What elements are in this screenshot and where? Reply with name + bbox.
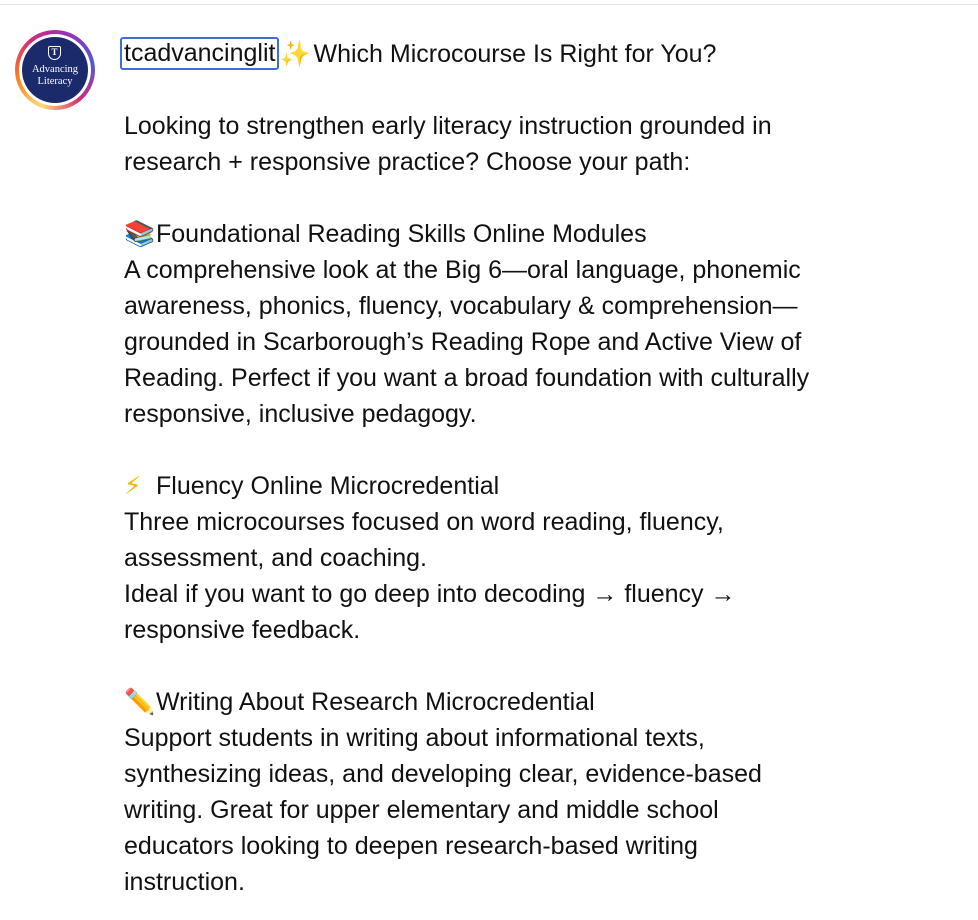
spacer — [124, 180, 964, 216]
section-body-line: writing. Great for upper elementary and middle school — [124, 796, 719, 824]
logo-line-2: Literacy — [37, 76, 73, 87]
section-body-line: Three microcourses focused on word reading, fluency, — [124, 508, 724, 536]
section-body-line: responsive feedback. — [124, 616, 361, 644]
section-heading-text: Writing About Research Microcredential — [156, 688, 595, 716]
section-heading-fluency — [124, 468, 964, 504]
spacer — [124, 72, 964, 108]
spacer — [124, 432, 964, 468]
section-body-line: Ideal if you want to go deep into decoding → fluency → — [124, 580, 736, 608]
section-body-line: assessment, and coaching. — [124, 544, 427, 572]
section-body-line: awareness, phonics, fluency, vocabulary & comprehension— — [124, 292, 798, 320]
username-link[interactable]: tcadvancinglit — [120, 37, 279, 70]
sparkle-icon: ✨ — [279, 39, 311, 68]
caption-title-line — [124, 36, 964, 72]
top-divider — [0, 4, 978, 5]
spacer — [124, 648, 964, 684]
section-body-line: Support students in writing about informational texts, — [124, 724, 705, 752]
section-body-line: grounded in Scarborough’s Reading Rope and Active View of — [124, 328, 802, 356]
section-heading-writing — [124, 684, 964, 720]
crest-icon: T — [48, 46, 61, 60]
intro-line: research + responsive practice? Choose your path: — [124, 148, 691, 176]
section-body-line: responsive, inclusive pedagogy. — [124, 400, 477, 428]
section-body-line: A comprehensive look at the Big 6—oral language, phonemic — [124, 256, 801, 284]
section-heading-text: Foundational Reading Skills Online Modules — [156, 220, 647, 248]
logo-line-1: Advancing — [31, 64, 79, 75]
post-caption — [124, 36, 964, 900]
lightning-icon: ⚡ — [124, 471, 142, 500]
books-icon: 📚 — [124, 219, 156, 248]
section-heading-foundational — [124, 216, 964, 252]
post-title: Which Microcourse Is Right for You? — [313, 40, 717, 68]
section-body-line: Reading. Perfect if you want a broad foundation with culturally — [124, 364, 810, 392]
avatar-ring-gap — [19, 34, 91, 106]
avatar[interactable] — [15, 30, 95, 110]
section-body-line: instruction. — [124, 868, 245, 896]
pencil-icon: ✏️ — [124, 687, 156, 716]
section-body-line: educators looking to deepen research-based writing — [124, 832, 698, 860]
advancing-literacy-logo — [22, 37, 88, 103]
intro-line: Looking to strengthen early literacy instruction grounded in — [124, 112, 772, 140]
section-body-line: synthesizing ideas, and developing clear, evidence-based — [124, 760, 762, 788]
section-heading-text: Fluency Online Microcredential — [156, 472, 500, 500]
